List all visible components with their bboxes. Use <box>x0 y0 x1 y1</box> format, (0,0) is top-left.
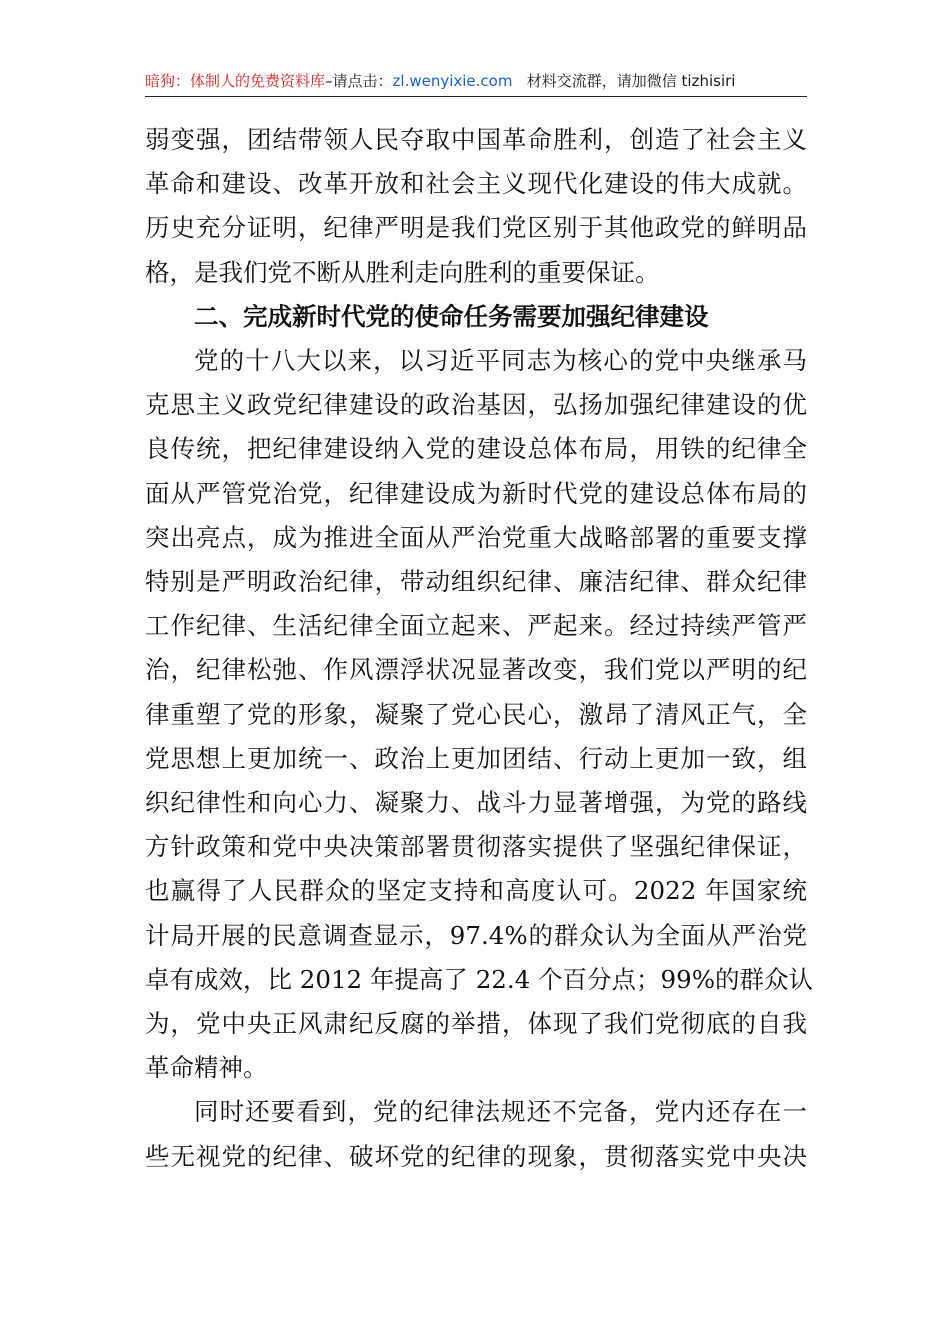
paragraph-line: 格，是我们党不断从胜利走向胜利的重要保证。 <box>145 257 660 287</box>
header-group-text: 材料交流群，请加微信 tizhisiri <box>526 72 736 90</box>
paragraph-2 <box>145 339 814 1090</box>
paragraph-line: 治，纪律松弛、作风漂浮状况显著改变，我们党以严明的纪 <box>145 655 807 685</box>
document-body <box>145 118 814 1179</box>
paragraph-line: 为，党中央正风肃纪反腐的举措，体现了我们党彻底的自我 <box>145 1009 807 1039</box>
paragraph-line: 党的十八大以来，以习近平同志为核心的党中央继承马 <box>194 346 807 376</box>
paragraph-line: 弱变强，团结带领人民夺取中国革命胜利，创造了社会主义 <box>145 125 807 154</box>
paragraph-line: 同时还要看到，党的纪律法规还不完备，党内还存在一 <box>194 1097 807 1127</box>
paragraph-line: 特别是严明政治纪律，带动组织纪律、廉洁纪律、群众纪律 <box>145 567 807 597</box>
section-heading: 二、完成新时代党的使命任务需要加强纪律建设 <box>194 301 709 331</box>
paragraph-line: 工作纪律、生活纪律全面立起来、严起来。经过持续严管严 <box>145 611 807 641</box>
paragraph-line: 计局开展的民意调查显示，97.4%的群众认为全面从严治党 <box>145 920 807 950</box>
paragraph-line: 党思想上更加统一、政治上更加团结、行动上更加一致，组 <box>145 743 807 773</box>
paragraph-line: 卓有成效，比 2012 年提高了 22.4 个百分点；99%的群众认 <box>145 964 814 994</box>
paragraph-3 <box>145 1090 807 1178</box>
page-header <box>145 66 807 97</box>
paragraph-line: 面从严管党治党，纪律建设成为新时代党的建设总体布局的 <box>145 478 807 508</box>
paragraph-line: 些无视党的纪律、破坏党的纪律的现象，贯彻落实党中央决 <box>145 1141 807 1171</box>
paragraph-line: 历史充分证明，纪律严明是我们党区别于其他政党的鲜明品 <box>145 213 807 243</box>
paragraph-line: 律重塑了党的形象，凝聚了党心民心，激昂了清风正气，全 <box>145 699 807 729</box>
paragraph-line: 良传统，把纪律建设纳入党的建设总体布局，用铁的纪律全 <box>145 434 807 464</box>
paragraph-line: 革命精神。 <box>145 1053 268 1083</box>
header-url-link[interactable]: zl.wenyixie.com <box>392 72 513 90</box>
header-prompt: –请点击： <box>325 72 393 90</box>
paragraph-line: 方针政策和党中央决策部署贯彻落实提供了坚强纪律保证， <box>145 832 807 862</box>
paragraph-line: 革命和建设、改革开放和社会主义现代化建设的伟大成就。 <box>145 169 807 199</box>
paragraph-line: 克思主义政党纪律建设的政治基因，弘扬加强纪律建设的优 <box>145 390 807 420</box>
paragraph-line: 织纪律性和向心力、凝聚力、战斗力显著增强，为党的路线 <box>145 788 807 818</box>
paragraph-line: 也赢得了人民群众的坚定支持和高度认可。2022 年国家统 <box>145 876 807 906</box>
paragraph-line: 突出亮点，成为推进全面从严治党重大战略部署的重要支撑 <box>145 522 807 552</box>
paragraph-1 <box>145 118 807 295</box>
header-site-name: 暗狗：体制人的免费资料库 <box>145 72 326 90</box>
